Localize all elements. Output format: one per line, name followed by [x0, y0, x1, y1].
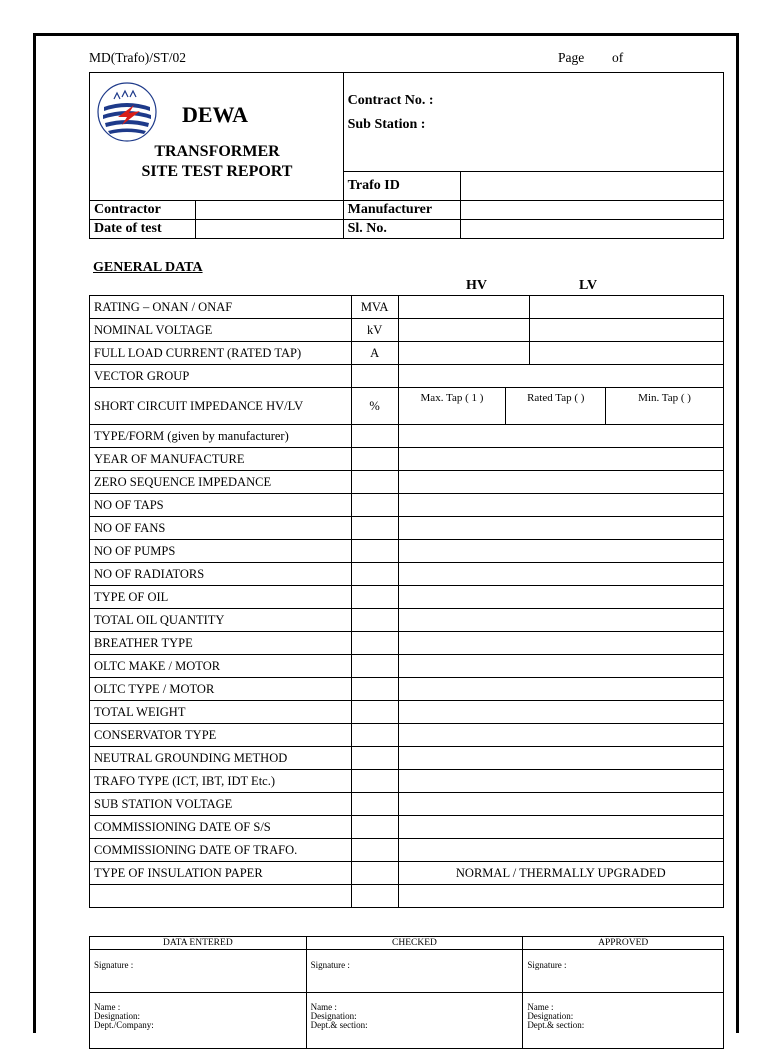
hv-value-cell[interactable] — [398, 296, 530, 319]
row-label: NO OF FANS — [90, 517, 352, 540]
general-data-row — [90, 701, 724, 724]
value-cell[interactable] — [398, 517, 723, 540]
row-label: NO OF RADIATORS — [90, 563, 352, 586]
checked-signature[interactable]: Signature : — [306, 950, 523, 993]
value-cell[interactable] — [398, 747, 723, 770]
row-unit — [351, 793, 398, 816]
general-data-row — [90, 540, 724, 563]
entered-details[interactable] — [90, 993, 307, 1049]
general-data-row — [90, 586, 724, 609]
row-label: TOTAL WEIGHT — [90, 701, 352, 724]
row-label: COMMISSIONING DATE OF S/S — [90, 816, 352, 839]
hv-header: HV — [466, 278, 487, 293]
general-data-row — [90, 609, 724, 632]
row-unit — [351, 632, 398, 655]
report-title-line1: TRANSFORMER — [154, 143, 280, 160]
data-entered-header: DATA ENTERED — [90, 937, 307, 950]
general-data-row — [90, 319, 724, 342]
general-data-row — [90, 747, 724, 770]
general-data-row — [90, 296, 724, 319]
date-of-test-label: Date of test — [90, 220, 196, 239]
value-cell[interactable] — [398, 365, 723, 388]
row-unit — [351, 747, 398, 770]
row-label: OLTC MAKE / MOTOR — [90, 655, 352, 678]
row-label: TYPE OF OIL — [90, 586, 352, 609]
section-title: GENERAL DATA — [93, 260, 203, 275]
lv-header: LV — [579, 278, 598, 293]
row-unit — [351, 701, 398, 724]
row-label: CONSERVATOR TYPE — [90, 724, 352, 747]
row-unit: A — [351, 342, 398, 365]
row-unit — [351, 655, 398, 678]
document-code: MD(Trafo)/ST/02 — [89, 50, 187, 65]
hv-value-cell[interactable] — [398, 342, 530, 365]
contractor-label: Contractor — [90, 201, 196, 220]
general-data-row — [90, 425, 724, 448]
contract-no-label: Contract No. : — [347, 93, 434, 108]
row-unit — [351, 517, 398, 540]
row-unit — [351, 471, 398, 494]
row-label: COMMISSIONING DATE OF TRAFO. — [90, 839, 352, 862]
row-unit: % — [351, 388, 398, 425]
row-unit — [351, 862, 398, 885]
report-title-line2: SITE TEST REPORT — [141, 163, 293, 180]
row-unit: MVA — [351, 296, 398, 319]
sub-station-label: Sub Station : — [347, 117, 426, 132]
row-label: SUB STATION VOLTAGE — [90, 793, 352, 816]
blank-label-cell[interactable] — [90, 885, 352, 908]
checked-dept: Dept.& section: — [310, 1020, 368, 1030]
value-cell[interactable] — [398, 655, 723, 678]
approved-name: Name : — [527, 1002, 554, 1012]
lv-value-cell[interactable] — [530, 319, 724, 342]
value-cell[interactable] — [398, 471, 723, 494]
rated-tap-cell[interactable]: Rated Tap ( ) — [506, 388, 606, 425]
row-unit — [351, 678, 398, 701]
row-label: NO OF PUMPS — [90, 540, 352, 563]
row-label: TYPE/FORM (given by manufacturer) — [90, 425, 352, 448]
general-data-row — [90, 839, 724, 862]
row-label: ZERO SEQUENCE IMPEDANCE — [90, 471, 352, 494]
row-unit — [351, 425, 398, 448]
approved-dept: Dept.& section: — [527, 1020, 585, 1030]
entered-name: Name : — [94, 1002, 121, 1012]
general-data-row — [90, 494, 724, 517]
checked-header: CHECKED — [306, 937, 523, 950]
row-label: NOMINAL VOLTAGE — [90, 319, 352, 342]
min-tap-cell[interactable]: Min. Tap ( ) — [606, 388, 724, 425]
dewa-logo-icon — [96, 81, 158, 143]
insulation-value-cell[interactable]: NORMAL / THERMALLY UPGRADED — [398, 862, 723, 885]
trafo-id-value[interactable] — [460, 172, 723, 201]
serial-no-label: Sl. No. — [343, 220, 460, 239]
date-of-test-value[interactable] — [195, 220, 343, 239]
lv-value-cell[interactable] — [530, 342, 724, 365]
max-tap-cell[interactable]: Max. Tap ( 1 ) — [398, 388, 506, 425]
row-unit — [351, 540, 398, 563]
row-label: TYPE OF INSULATION PAPER — [90, 862, 352, 885]
row-label: SHORT CIRCUIT IMPEDANCE HV/LV — [90, 388, 352, 425]
row-unit — [351, 839, 398, 862]
row-label: VECTOR GROUP — [90, 365, 352, 388]
row-unit — [351, 586, 398, 609]
row-unit — [351, 494, 398, 517]
value-cell[interactable] — [398, 448, 723, 471]
row-label: RATING – ONAN / ONAF — [90, 296, 352, 319]
manufacturer-value[interactable] — [460, 201, 723, 220]
value-cell[interactable] — [398, 678, 723, 701]
brand-name: DEWA — [182, 102, 249, 127]
logo-title-cell — [90, 73, 344, 201]
row-unit — [351, 770, 398, 793]
general-data-row — [90, 816, 724, 839]
blank-row — [90, 885, 724, 908]
manufacturer-label: Manufacturer — [343, 201, 460, 220]
checked-name: Name : — [310, 1002, 337, 1012]
blank-value-cell[interactable] — [398, 885, 723, 908]
row-label: NEUTRAL GROUNDING METHOD — [90, 747, 352, 770]
value-cell[interactable] — [398, 793, 723, 816]
row-label: FULL LOAD CURRENT (RATED TAP) — [90, 342, 352, 365]
hv-value-cell[interactable] — [398, 319, 530, 342]
row-label: YEAR OF MANUFACTURE — [90, 448, 352, 471]
value-cell[interactable] — [398, 701, 723, 724]
lv-value-cell[interactable] — [530, 296, 724, 319]
row-unit — [351, 609, 398, 632]
report-page — [33, 33, 739, 1033]
value-cell[interactable] — [398, 632, 723, 655]
contractor-value[interactable] — [195, 201, 343, 220]
checked-designation: Designation: — [310, 1011, 357, 1021]
row-unit — [351, 724, 398, 747]
value-cell[interactable] — [398, 609, 723, 632]
row-unit: kV — [351, 319, 398, 342]
row-label: TRAFO TYPE (ICT, IBT, IDT Etc.) — [90, 770, 352, 793]
general-data-row — [90, 655, 724, 678]
value-cell[interactable] — [398, 494, 723, 517]
approved-details[interactable] — [523, 993, 724, 1049]
value-cell[interactable] — [398, 586, 723, 609]
value-cell[interactable] — [398, 540, 723, 563]
approved-signature[interactable]: Signature : — [523, 950, 724, 993]
page-label: Page — [558, 50, 585, 65]
general-data-row — [90, 471, 724, 494]
checked-details[interactable] — [306, 993, 523, 1049]
header-table — [89, 72, 724, 239]
row-label: NO OF TAPS — [90, 494, 352, 517]
row-label: OLTC TYPE / MOTOR — [90, 678, 352, 701]
general-data-row — [90, 632, 724, 655]
general-data-row — [90, 388, 724, 425]
general-data-row — [90, 770, 724, 793]
value-cell[interactable] — [398, 839, 723, 862]
row-label: TOTAL OIL QUANTITY — [90, 609, 352, 632]
general-data-table — [89, 295, 724, 908]
row-unit — [351, 365, 398, 388]
approved-header: APPROVED — [523, 937, 724, 950]
entered-designation: Designation: — [94, 1011, 140, 1021]
row-label: BREATHER TYPE — [90, 632, 352, 655]
row-unit — [351, 448, 398, 471]
serial-no-value[interactable] — [460, 220, 723, 239]
row-unit — [351, 816, 398, 839]
general-data-row — [90, 793, 724, 816]
row-unit — [351, 563, 398, 586]
value-cell[interactable] — [398, 724, 723, 747]
value-cell[interactable] — [398, 770, 723, 793]
general-data-row — [90, 678, 724, 701]
general-data-row — [90, 563, 724, 586]
value-cell[interactable] — [398, 563, 723, 586]
value-cell[interactable] — [398, 816, 723, 839]
signature-table — [89, 936, 724, 1049]
page-of-label: of — [612, 50, 624, 65]
approved-designation: Designation: — [527, 1011, 574, 1021]
trafo-id-label: Trafo ID — [343, 172, 460, 201]
value-cell[interactable] — [398, 425, 723, 448]
general-data-row — [90, 862, 724, 885]
general-data-row — [90, 448, 724, 471]
entered-dept: Dept./Company: — [94, 1020, 154, 1030]
general-data-row — [90, 724, 724, 747]
contract-cell — [343, 73, 723, 172]
general-data-row — [90, 342, 724, 365]
general-data-row — [90, 517, 724, 540]
blank-unit-cell[interactable] — [351, 885, 398, 908]
entered-signature[interactable]: Signature : — [90, 950, 307, 993]
general-data-row — [90, 365, 724, 388]
